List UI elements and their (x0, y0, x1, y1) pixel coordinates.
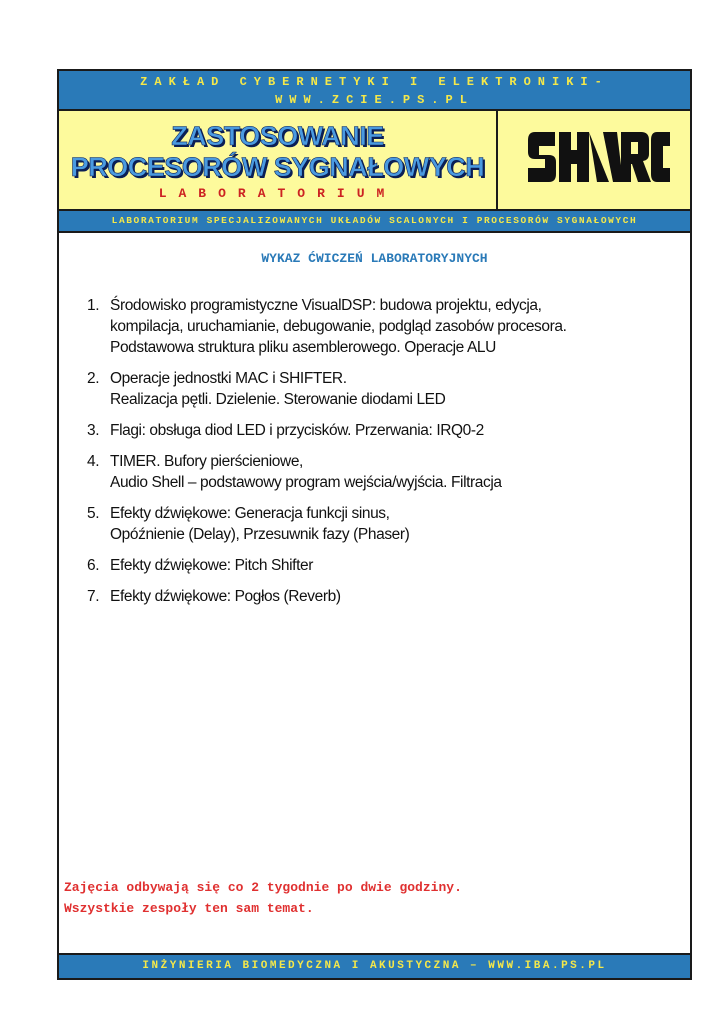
title-block (59, 121, 496, 201)
exercise-number: 6. (87, 557, 100, 574)
exercise-item (87, 555, 687, 576)
exercise-text: Flagi: obsługa diod LED i przycisków. Przerwania: IRQ0-2 (110, 422, 484, 439)
exercise-text: Efekty dźwiękowe: Pogłos (Reverb) (110, 588, 341, 605)
exercise-item (87, 295, 687, 358)
title-subtitle: LABORATORIUM (158, 186, 397, 201)
subheader-bar: LABORATORIUM SPECJALIZOWANYCH UKŁADÓW SCALONYCH I PROCESORÓW SYGNAŁOWYCH (59, 211, 690, 233)
sharc-logo-icon (525, 128, 671, 186)
title-line-1: ZASTOSOWANIE (171, 121, 384, 151)
footer-bar: INŻYNIERIA BIOMEDYCZNA I AKUSTYCZNA – WWW.IBA.PS.PL (59, 953, 690, 978)
exercise-text: Opóźnienie (Delay), Przesuwnik fazy (Phaser) (110, 526, 410, 543)
exercise-number: 4. (87, 453, 100, 470)
exercise-text: Efekty dźwiękowe: Generacja funkcji sinus, (110, 505, 390, 522)
exercise-list (87, 295, 687, 617)
header-line-1: ZAKŁAD CYBERNETYKI I ELEKTRONIKI- (140, 75, 609, 89)
exercise-number: 5. (87, 505, 100, 522)
exercise-item (87, 368, 687, 410)
title-divider (496, 111, 498, 209)
exercise-number: 2. (87, 370, 100, 387)
note-line-2: Wszystkie zespoły ten sam temat. (64, 901, 314, 916)
exercise-number: 7. (87, 588, 100, 605)
list-heading: WYKAZ ĆWICZEŃ LABORATORYJNYCH (261, 251, 488, 266)
exercise-text: Podstawowa struktura pliku asemblerowego. Operacje ALU (110, 339, 496, 356)
note-line-1: Zajęcia odbywają się co 2 tygodnie po dwie godziny. (64, 880, 462, 895)
exercise-text: Audio Shell – podstawowy program wejścia/wyjścia. Filtracja (110, 474, 502, 491)
header-line-2: WWW.ZCIE.PS.PL (275, 93, 474, 107)
exercise-item (87, 503, 687, 545)
exercise-text: Środowisko programistyczne VisualDSP: budowa projektu, edycja, (110, 297, 542, 314)
title-line-2: PROCESORÓW SYGNAŁOWYCH (70, 152, 485, 182)
exercise-item (87, 586, 687, 607)
exercise-text: Efekty dźwiękowe: Pitch Shifter (110, 557, 313, 574)
exercise-text: Realizacja pętli. Dzielenie. Sterowanie diodami LED (110, 391, 446, 408)
title-box (59, 111, 690, 211)
exercise-text: Operacje jednostki MAC i SHIFTER. (110, 370, 347, 387)
exercise-number: 3. (87, 422, 100, 439)
exercise-text: TIMER. Bufory pierścieniowe, (110, 453, 303, 470)
exercise-text: kompilacja, uruchamianie, debugowanie, podgląd zasobów procesora. (110, 318, 567, 335)
exercise-number: 1. (87, 297, 100, 314)
document-frame (57, 69, 692, 980)
header-bar (59, 71, 690, 111)
exercise-item (87, 451, 687, 493)
schedule-note (64, 877, 462, 919)
exercise-item (87, 420, 687, 441)
